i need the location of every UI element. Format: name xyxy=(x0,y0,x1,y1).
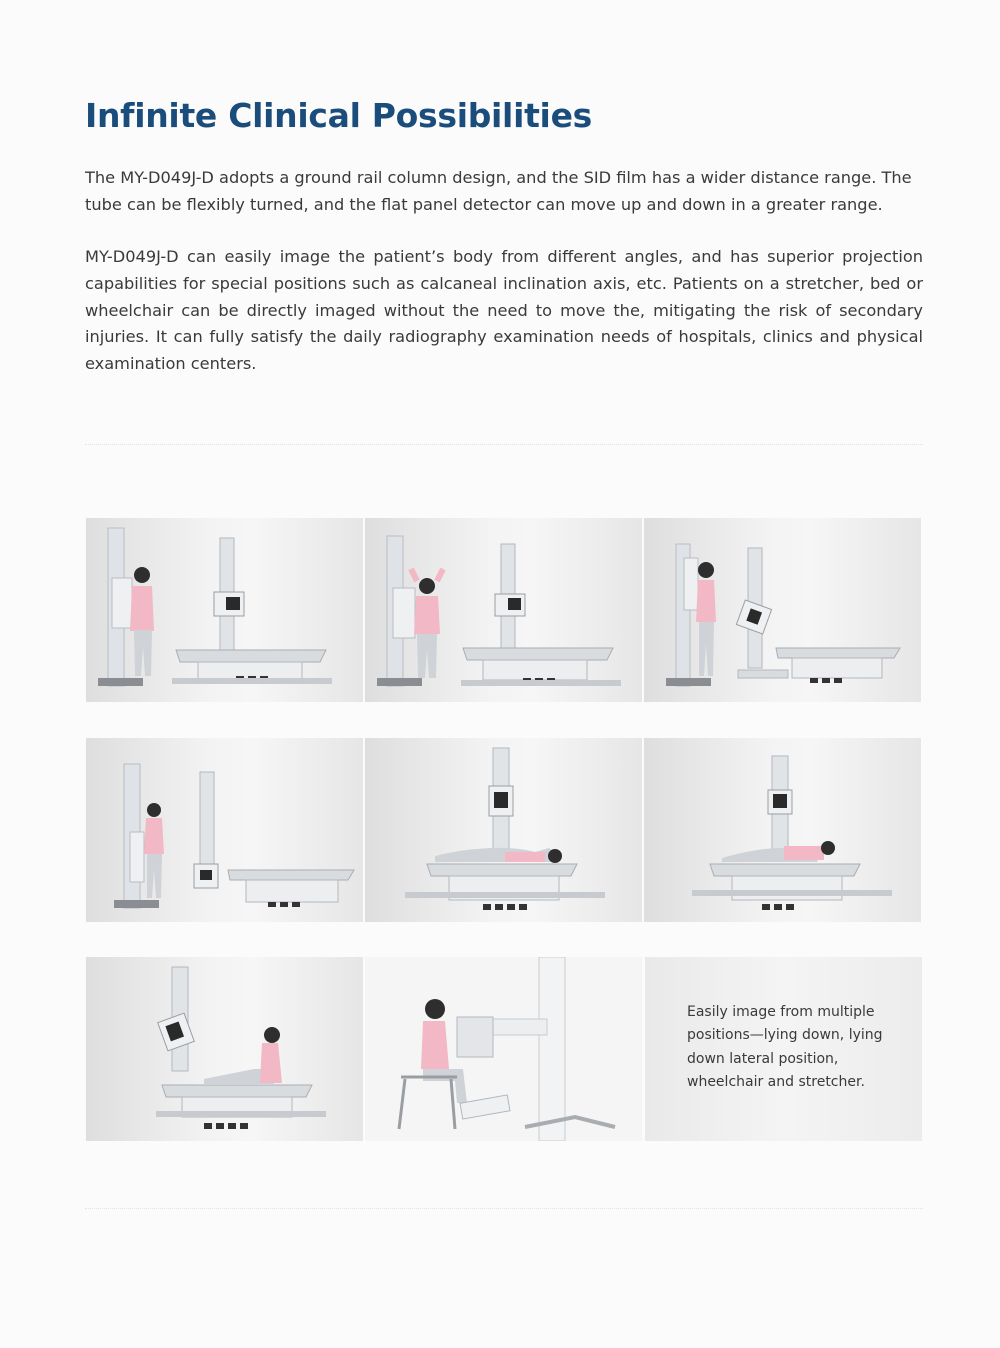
positions-caption-box xyxy=(645,957,922,1141)
standing-long-view-photo xyxy=(86,738,363,922)
standing-lateral-photo xyxy=(644,518,921,702)
lying-down-photo xyxy=(365,738,642,922)
capabilities-paragraph: MY-D049J-D can easily image the patient’s body from different angles, and has superior projection capabilities for special positions such as calcaneal inclination axis, etc. Patients on a stretcher, bed or wheelchair can be directly imaged without the need to move the, mitigating the risk of secondary injuries. It can fully satisfy the daily radiography examination needs of hospitals, clinics and physical examination centers. xyxy=(85,247,923,374)
sitting-on-table-photo xyxy=(86,957,363,1141)
divider-bottom xyxy=(85,1208,923,1209)
intro-paragraph: The MY-D049J-D adopts a ground rail column design, and the SID film has a wider distance range. The tube can be flexibly turned, and the flat panel detector can move up and down in a greater range. xyxy=(85,168,912,214)
page-title: Infinite Clinical Possibilities xyxy=(85,96,592,135)
lying-lateral-photo xyxy=(644,738,921,922)
wheelchair-chair-photo xyxy=(365,957,642,1141)
standing-chest-front-photo xyxy=(86,518,363,702)
standing-arms-raised-photo xyxy=(365,518,642,702)
positions-caption: Easily image from multiple positions—lying down, lying down lateral position, wheelchair and stretcher. xyxy=(687,1004,883,1091)
divider-top xyxy=(85,444,923,445)
